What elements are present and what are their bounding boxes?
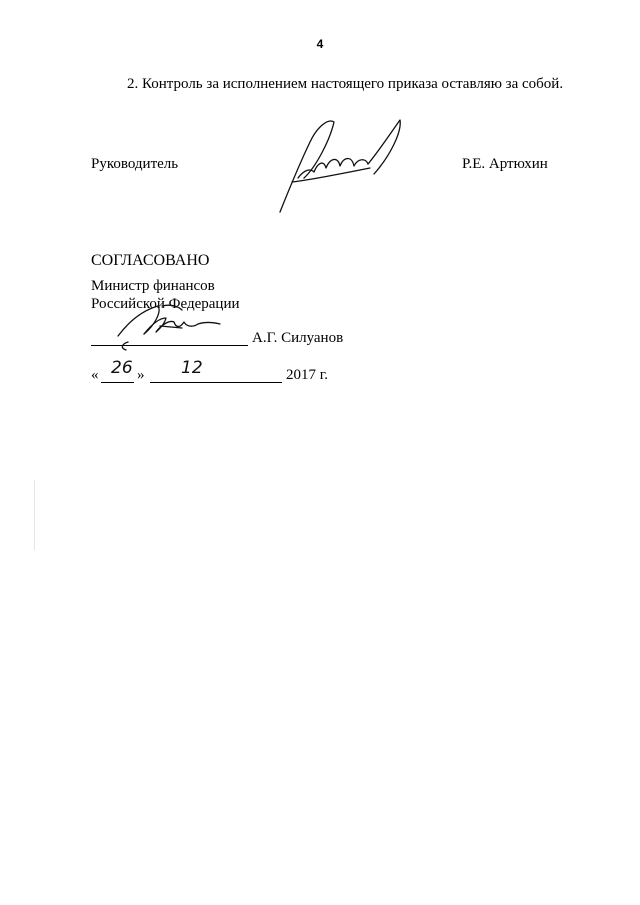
approval-position-line1: Министр финансов xyxy=(91,278,215,294)
date-month-line xyxy=(150,382,282,383)
approval-name: А.Г. Силуанов xyxy=(252,330,344,346)
approval-heading: СОГЛАСОВАНО xyxy=(91,252,210,269)
signature-artyukhin xyxy=(270,112,410,217)
date-day-line xyxy=(101,382,134,383)
control-paragraph: 2. Контроль за исполнением настоящего приказа оставляю за собой. xyxy=(127,76,564,92)
date-open-quote: « xyxy=(91,367,99,383)
approval-position-line2: Российской Федерации xyxy=(91,296,240,312)
date-day: 26 xyxy=(111,358,133,378)
date-month: 12 xyxy=(181,358,203,378)
page-number: 4 xyxy=(316,37,324,51)
date-close-quote: » xyxy=(137,367,145,383)
signatory-name: Р.Е. Артюхин xyxy=(462,156,548,172)
scan-artifact xyxy=(34,480,35,550)
signatory-title: Руководитель xyxy=(91,156,179,172)
signature-siluanov xyxy=(100,298,250,358)
date-year: 2017 г. xyxy=(286,367,328,383)
